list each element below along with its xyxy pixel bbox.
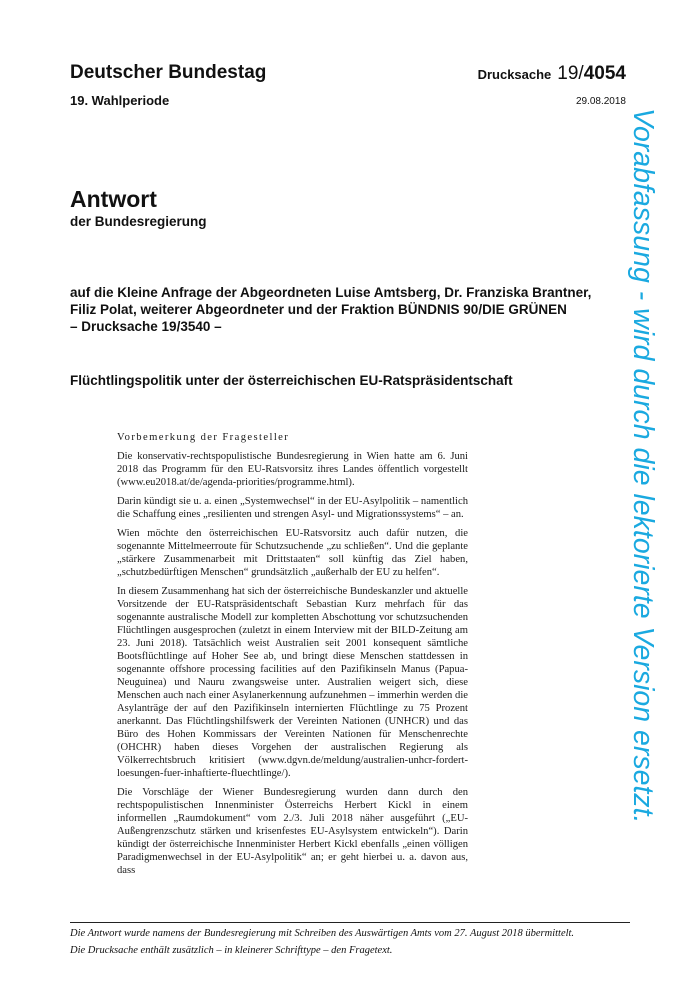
legislative-period: 19. Wahlperiode [70,93,170,108]
inquiry-line: Filiz Polat, weiterer Abgeordneter und der Fraktion BÜNDNIS 90/DIE GRÜNEN [70,302,567,317]
body-text [117,431,468,883]
drucksache-number [478,63,626,85]
inquiry-line: – Drucksache 19/3540 – [70,319,222,334]
document-topic: Flüchtlingspolitik unter der österreichischen EU-Ratspräsidentschaft [70,373,513,388]
inquiry-line: auf die Kleine Anfrage der Abgeordneten Luise Amtsberg, Dr. Franziska Brantner, [70,285,592,300]
drucksache-label: Drucksache [477,67,552,82]
prelim-heading: Vorbemerkung der Fragesteller [117,432,290,443]
preliminary-version-watermark: Vorabfassung - wird durch die lektorierte Version ersetzt. [627,108,659,824]
answer-heading: Antwort [70,186,157,212]
inquiry-block [70,284,630,335]
answer-subheading: der Bundesregierung [70,214,207,229]
drucksache-prefix: 19/ [557,63,584,84]
footnote-fragetext: Die Drucksache enthält zusätzlich – in kleinerer Schrifttype – den Fragetext. [70,945,393,956]
body-paragraph: Die konservativ-rechtspopulistische Bundesregierung in Wien hatte am 6. Juni 2018 das Programm für den EU-Ratsvorsitz ihres Landes öffentlich vorgestellt (www.eu2018.at/de/agenda-priorities/programme.html). [117,451,468,488]
drucksache-id: 4054 [583,63,626,84]
footnote-divider [70,922,630,923]
body-paragraph: Darin kündigt sie u. a. einen „Systemwechsel“ in der EU-Asylpolitik – namentlich die Schaffung eines „resilienten und strengen Asyl- und Migrationssystems“ – an. [117,496,468,520]
body-paragraph: Wien möchte den österreichischen EU-Ratsvorsitz auch dafür nutzen, die sogenannte Mittelmeerroute für Schutzsuchende „zu schließen“. Und die geplante „stärkere Zusammenarbeit mit Drittstaaten“ soll künftig das Ziel haben, „schutzbedürftigen Menschen“ grundsätzlich „außerhalb der EU zu helfen“. [117,528,468,578]
document-date: 29.08.2018 [575,96,626,107]
body-paragraph: In diesem Zusammenhang hat sich der österreichische Bundeskanzler und aktuelle Vorsitzende der EU-Ratspräsidentschaft Sebastian Kurz mehrfach für das sogenannte australische Modell zur kompletten Abschottung vor schutzsuchenden Flüchtlingen ausgesprochen (zuletzt in einem Interview mit der BILD-Zeitung am 23. Juni 2018). Tatsächlich weist Australien seit 2001 konsequent sämtliche Bootsflüchtlinge auf Hoher See ab, und bringt diese Menschen stattdessen in sogenannte offshore processing facilities auf den Pazifikinseln Manus (Papua-Neuguinea) und Nauru zwangsweise unter. Australien weigert sich, diese Menschen auch nach einer Asylanerkennung aufzunehmen – immerhin werden die Asylanträge der auf den Pazifikinseln internierten Flüchtlinge zu 75 Prozent anerkannt. Das Flüchtlingshilfswerk der Vereinten Nationen (UNHCR) und das Büro des Hohen Kommissars der Vereinten Nationen für Menschenrechte (OHCHR) haben dieses Vorgehen der australischen Regierung als Völkerrechtsbruch kritisiert (www.dgvn.de/meldung/australien-unhcr-fordert-loesungen-fuer-inhaftierte-fluechtlinge/). [117,586,468,779]
footnote-transmission: Die Antwort wurde namens der Bundesregierung mit Schreiben des Auswärtigen Amts vom 27. August 2018 übermittelt. [70,928,575,939]
institution-title: Deutscher Bundestag [70,62,267,83]
body-paragraph: Die Vorschläge der Wiener Bundesregierung wurden dann durch den rechtspopulistischen Innenminister Österreichs Herbert Kickl in einem informellen „Raumdokument“ vom 2./3. Juli 2018 näher ausgeführt („EU-Außengrenzschutz stärken und krisenfestes EU-Asylsystem entwickeln“). Darin kündigt der österreichische Innenminister Herbert Kickl ebenfalls „einen völligen Paradigmenwechsel in der EU-Asylpolitik“ an; er geht hierbei u. a. davon aus, dass [117,787,468,876]
